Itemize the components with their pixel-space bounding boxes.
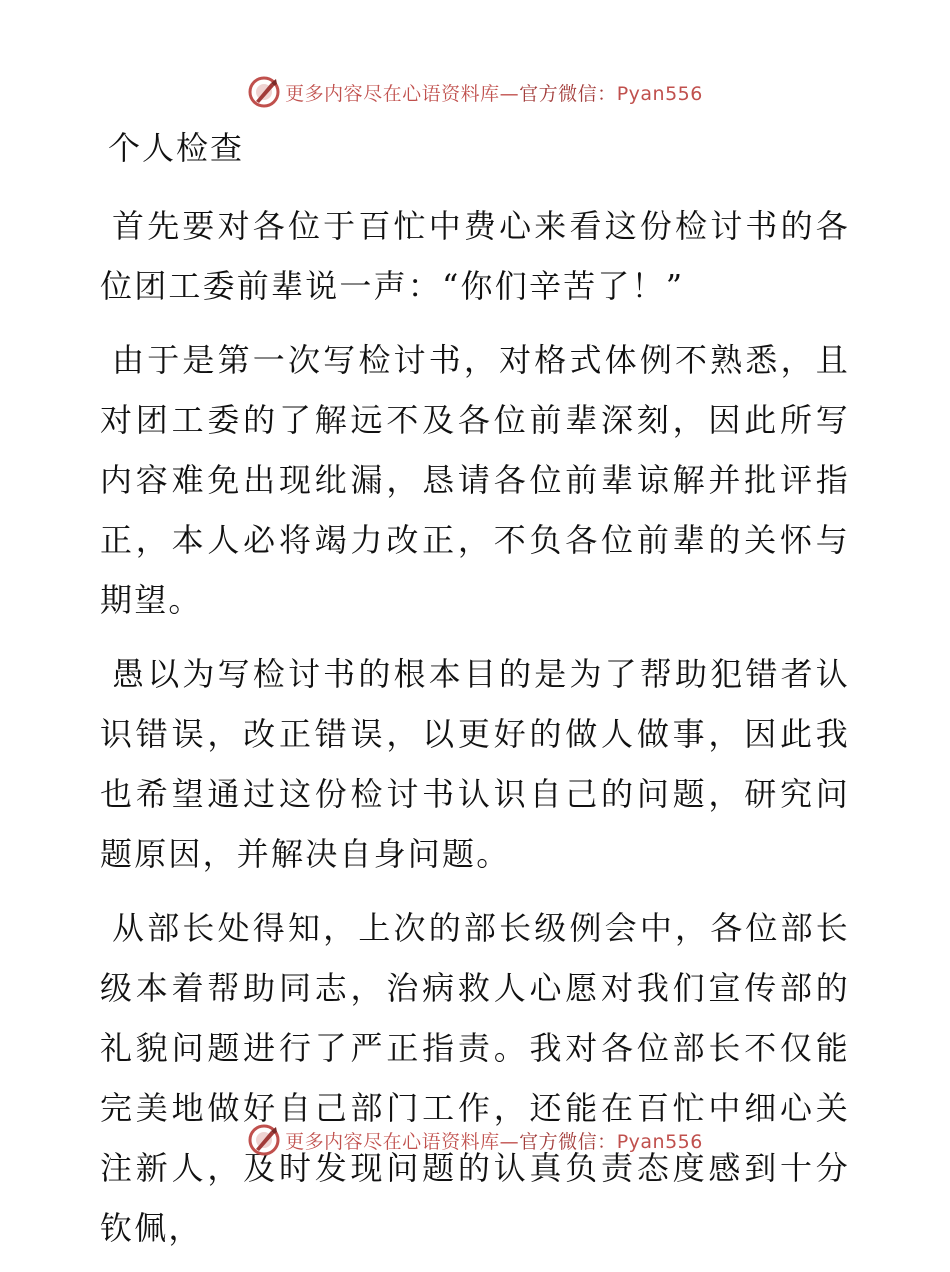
banner-wechat-id: Pyan556 [616,1130,703,1153]
banner-text [285,79,703,106]
banner-separator: — [499,82,520,105]
document-title: 个人检查 [108,129,245,167]
document-body [100,196,850,1272]
paragraph: 首先要对各位于百忙中费心来看这份检讨书的各位团工委前辈说一声：“你们辛苦了！” [100,207,850,305]
quill-pen-logo-icon [247,75,281,109]
paragraph: 愚以为写检讨书的根本目的是为了帮助犯错者认识错误，改正错误，以更好的做人做事，因此我也希望通过这份检讨书认识自己的问题，研究问题原因，并解决自身问题。 [100,655,850,873]
banner-separator: — [499,1130,520,1153]
quill-pen-logo-icon [247,1123,281,1157]
banner-wechat-label: 官方微信： [519,82,617,105]
banner-main-text: 更多内容尽在心语资料库 [285,82,500,105]
banner-text [285,1127,703,1154]
paragraph: 由于是第一次写检讨书，对格式体例不熟悉，且对团工委的了解远不及各位前辈深刻，因此所写内容难免出现纰漏，恳请各位前辈谅解并批评指正，本人必将竭力改正，不负各位前辈的关怀与期望。 [100,341,850,619]
banner-wechat-label: 官方微信： [519,1130,617,1153]
footer-banner [0,1120,950,1160]
banner-main-text: 更多内容尽在心语资料库 [285,1130,500,1153]
banner-wechat-id: Pyan556 [616,82,703,105]
paragraph: 从部长处得知，上次的部长级例会中，各位部长级本着帮助同志，治病救人心愿对我们宣传部的礼貌问题进行了严正指责。我对各位部长不仅能完美地做好自己部门工作，还能在百忙中细心关注新人，及时发现问题的认真负责态度感到十分钦佩， [100,909,850,1247]
header-banner [0,72,950,112]
